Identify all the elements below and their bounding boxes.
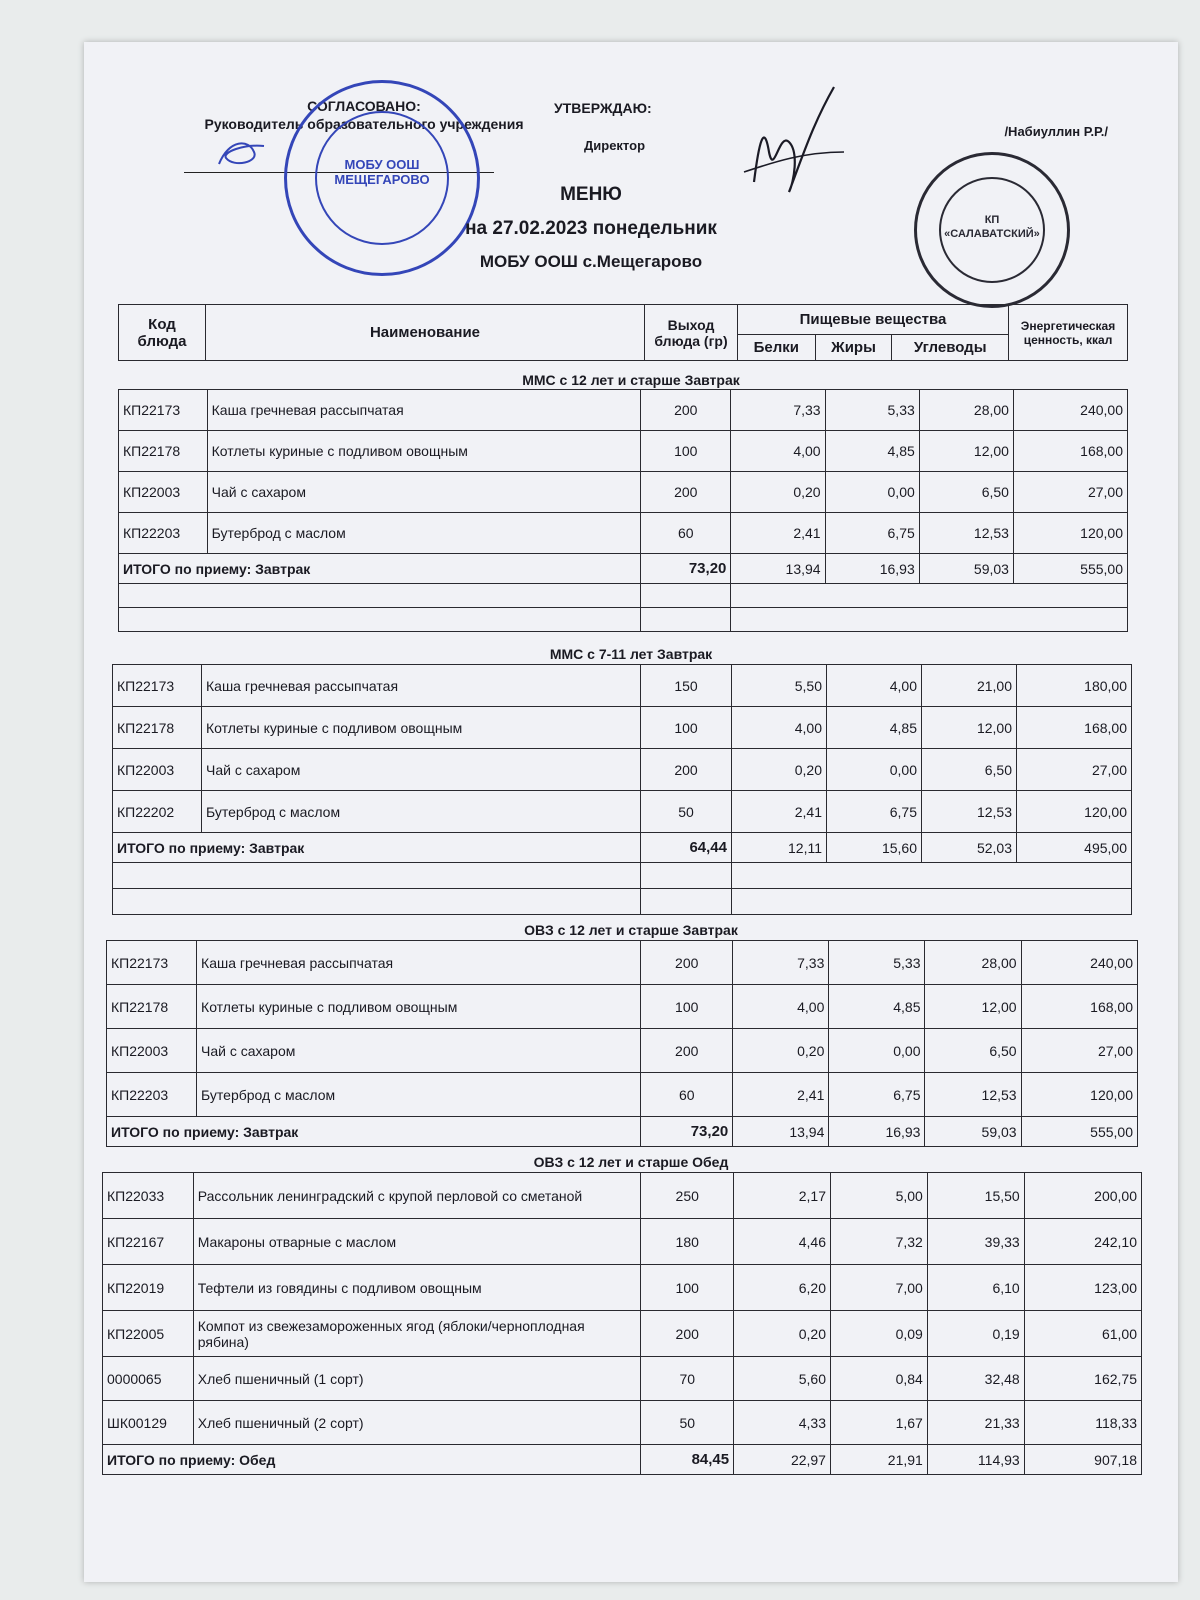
cell-fat: 4,85: [829, 985, 925, 1029]
cell-name: Каша гречневая рассыпчатая: [197, 941, 641, 985]
cell-energy: 27,00: [1017, 749, 1132, 791]
cell-code: КП22203: [119, 513, 208, 554]
cell-output: 100: [641, 1265, 734, 1311]
col-carbs: Углеводы: [892, 335, 1009, 361]
table-row: [119, 513, 1128, 554]
table-row: [103, 1311, 1142, 1357]
section-table: [102, 1172, 1142, 1475]
total-row: [113, 833, 1132, 863]
empty-row: [119, 584, 1128, 608]
col-energy: Энергетическая ценность, ккал: [1009, 305, 1128, 361]
col-code: Код блюда: [119, 305, 206, 361]
total-row: [103, 1445, 1142, 1475]
cell-name: Каша гречневая рассыпчатая: [207, 390, 640, 431]
cell-fat: 5,00: [830, 1173, 927, 1219]
cell-output: 200: [641, 390, 731, 431]
table-row: [107, 1073, 1138, 1117]
cell-energy: 242,10: [1024, 1219, 1141, 1265]
cell-carbs: 15,50: [927, 1173, 1024, 1219]
total-output: 84,45: [641, 1445, 734, 1475]
table-row: [107, 941, 1138, 985]
section-title: ММС с 12 лет и старше Завтрак: [522, 372, 740, 388]
cell-code: КП22167: [103, 1219, 194, 1265]
cell-protein: 0,20: [731, 472, 825, 513]
cell-energy: 168,00: [1021, 985, 1137, 1029]
approve-label: УТВЕРЖДАЮ:: [554, 100, 652, 116]
table-row: [103, 1357, 1142, 1401]
cell-code: КП22178: [119, 431, 208, 472]
cell-protein: 4,46: [734, 1219, 831, 1265]
cell-fat: 7,00: [830, 1265, 927, 1311]
cell-energy: 27,00: [1013, 472, 1127, 513]
cell-output: 70: [641, 1357, 734, 1401]
table-row: [113, 791, 1132, 833]
cell-protein: 5,50: [732, 665, 827, 707]
stamp-school: [284, 80, 480, 276]
cell-protein: 2,41: [733, 1073, 829, 1117]
cell-energy: 168,00: [1017, 707, 1132, 749]
cell-name: Бутерброд с маслом: [202, 791, 641, 833]
total-fat: 16,93: [825, 554, 919, 584]
total-output: 73,20: [641, 1117, 733, 1147]
cell-name: Бутерброд с маслом: [207, 513, 640, 554]
section-title: ОВЗ с 12 лет и старше Завтрак: [524, 922, 738, 938]
total-protein: 12,11: [732, 833, 827, 863]
section-table: [112, 664, 1132, 915]
total-fat: 16,93: [829, 1117, 925, 1147]
cell-fat: 7,32: [830, 1219, 927, 1265]
cell-fat: 5,33: [825, 390, 919, 431]
col-fat: Жиры: [815, 335, 892, 361]
cell-carbs: 6,10: [927, 1265, 1024, 1311]
cell-output: 200: [641, 1029, 733, 1073]
director-label: Директор: [584, 138, 646, 153]
cell-fat: 4,00: [827, 665, 922, 707]
cell-carbs: 6,50: [922, 749, 1017, 791]
stamp-school-text: МОБУ ООШ МЕЩЕГАРОВО: [334, 157, 430, 187]
cell-output: 200: [641, 941, 733, 985]
cell-output: 250: [641, 1173, 734, 1219]
total-protein: 13,94: [733, 1117, 829, 1147]
table-row: [113, 707, 1132, 749]
cell-energy: 200,00: [1024, 1173, 1141, 1219]
cell-code: КП22202: [113, 791, 202, 833]
cell-code: КП22033: [103, 1173, 194, 1219]
cell-energy: 168,00: [1013, 431, 1127, 472]
table-row: [119, 390, 1128, 431]
cell-output: 60: [641, 513, 731, 554]
cell-fat: 5,33: [829, 941, 925, 985]
cell-protein: 4,00: [731, 431, 825, 472]
cell-name: Тефтели из говядины с подливом овощным: [193, 1265, 641, 1311]
table-row: [119, 431, 1128, 472]
cell-fat: 0,84: [830, 1357, 927, 1401]
total-row: [107, 1117, 1138, 1147]
menu-title: МЕНЮ: [560, 184, 622, 205]
table-row: [103, 1173, 1142, 1219]
total-label: ИТОГО по приему: Завтрак: [113, 833, 641, 863]
table-row: [103, 1219, 1142, 1265]
cell-name: Хлеб пшеничный (2 сорт): [193, 1401, 641, 1445]
cell-carbs: 0,19: [927, 1311, 1024, 1357]
menu-school: МОБУ ООШ с.Мещегарово: [479, 252, 703, 271]
cell-code: ШК00129: [103, 1401, 194, 1445]
cell-energy: 120,00: [1013, 513, 1127, 554]
table-row: [103, 1401, 1142, 1445]
cell-carbs: 6,50: [919, 472, 1013, 513]
cell-name: Бутерброд с маслом: [197, 1073, 641, 1117]
total-protein: 22,97: [734, 1445, 831, 1475]
empty-row: [113, 889, 1132, 915]
cell-protein: 4,00: [732, 707, 827, 749]
cell-carbs: 12,00: [922, 707, 1017, 749]
table-row: [113, 665, 1132, 707]
cell-carbs: 28,00: [919, 390, 1013, 431]
total-carbs: 59,03: [919, 554, 1013, 584]
cell-protein: 0,20: [733, 1029, 829, 1073]
cell-output: 200: [641, 472, 731, 513]
col-protein: Белки: [738, 335, 816, 361]
cell-code: КП22003: [113, 749, 202, 791]
cell-output: 180: [641, 1219, 734, 1265]
cell-output: 50: [641, 791, 732, 833]
cell-output: 200: [641, 1311, 734, 1357]
cell-energy: 61,00: [1024, 1311, 1141, 1357]
table-row: [107, 1029, 1138, 1073]
cell-name: Котлеты куриные с подливом овощным: [202, 707, 641, 749]
cell-energy: 118,33: [1024, 1401, 1141, 1445]
cell-energy: 27,00: [1021, 1029, 1137, 1073]
total-carbs: 59,03: [925, 1117, 1021, 1147]
cell-name: Чай с сахаром: [197, 1029, 641, 1073]
cell-output: 100: [641, 707, 732, 749]
cell-name: Чай с сахаром: [207, 472, 640, 513]
total-label: ИТОГО по приему: Завтрак: [107, 1117, 641, 1147]
cell-code: КП22005: [103, 1311, 194, 1357]
cell-protein: 7,33: [733, 941, 829, 985]
empty-row: [113, 863, 1132, 889]
cell-carbs: 39,33: [927, 1219, 1024, 1265]
total-protein: 13,94: [731, 554, 825, 584]
col-output: Выход блюда (гр): [645, 305, 738, 361]
cell-output: 50: [641, 1401, 734, 1445]
cell-protein: 0,20: [732, 749, 827, 791]
total-row: [119, 554, 1128, 584]
total-fat: 15,60: [827, 833, 922, 863]
total-carbs: 114,93: [927, 1445, 1024, 1475]
cell-energy: 162,75: [1024, 1357, 1141, 1401]
cell-carbs: 6,50: [925, 1029, 1021, 1073]
agreed-label: СОГЛАСОВАНО:: [307, 98, 421, 114]
cell-fat: 0,00: [827, 749, 922, 791]
cell-code: КП22173: [113, 665, 202, 707]
table-row: [107, 985, 1138, 1029]
cell-name: Котлеты куриные с подливом овощным: [197, 985, 641, 1029]
cell-carbs: 12,00: [919, 431, 1013, 472]
cell-energy: 123,00: [1024, 1265, 1141, 1311]
total-energy: 555,00: [1013, 554, 1127, 584]
cell-name: Хлеб пшеничный (1 сорт): [193, 1357, 641, 1401]
col-name: Наименование: [206, 305, 645, 361]
cell-name: Макароны отварные с маслом: [193, 1219, 641, 1265]
cell-protein: 0,20: [734, 1311, 831, 1357]
cell-energy: 240,00: [1021, 941, 1137, 985]
total-energy: 907,18: [1024, 1445, 1141, 1475]
table-row: [113, 749, 1132, 791]
total-label: ИТОГО по приему: Завтрак: [119, 554, 641, 584]
cell-carbs: 28,00: [925, 941, 1021, 985]
cell-fat: 6,75: [825, 513, 919, 554]
cell-protein: 2,41: [732, 791, 827, 833]
cell-output: 60: [641, 1073, 733, 1117]
cell-protein: 2,41: [731, 513, 825, 554]
cell-fat: 1,67: [830, 1401, 927, 1445]
section-table: [106, 940, 1138, 1147]
cell-protein: 5,60: [734, 1357, 831, 1401]
cell-code: КП22003: [119, 472, 208, 513]
cell-output: 100: [641, 985, 733, 1029]
cell-carbs: 32,48: [927, 1357, 1024, 1401]
cell-code: КП22173: [107, 941, 197, 985]
cell-fat: 0,00: [825, 472, 919, 513]
cell-name: Компот из свежезамороженных ягод (яблоки/черноплодная рябина): [193, 1311, 641, 1357]
document-sheet: [84, 42, 1178, 1582]
cell-code: 0000065: [103, 1357, 194, 1401]
cell-fat: 6,75: [827, 791, 922, 833]
cell-output: 150: [641, 665, 732, 707]
total-carbs: 52,03: [922, 833, 1017, 863]
cell-energy: 240,00: [1013, 390, 1127, 431]
cell-protein: 7,33: [731, 390, 825, 431]
cell-protein: 2,17: [734, 1173, 831, 1219]
cell-code: КП22178: [107, 985, 197, 1029]
cell-name: Каша гречневая рассыпчатая: [202, 665, 641, 707]
section-table: [118, 389, 1128, 632]
cell-protein: 4,33: [734, 1401, 831, 1445]
cell-carbs: 12,53: [922, 791, 1017, 833]
cell-output: 100: [641, 431, 731, 472]
cell-fat: 4,85: [825, 431, 919, 472]
cell-energy: 120,00: [1017, 791, 1132, 833]
cell-carbs: 12,53: [925, 1073, 1021, 1117]
section-title: ОВЗ с 12 лет и старше Обед: [533, 1154, 729, 1170]
cell-carbs: 21,00: [922, 665, 1017, 707]
cell-fat: 4,85: [827, 707, 922, 749]
stamp-company-text: КП «САЛАВАТСКИЙ»: [944, 214, 1040, 240]
cell-protein: 6,20: [734, 1265, 831, 1311]
table-row: [119, 472, 1128, 513]
total-output: 73,20: [641, 554, 731, 584]
table-row: [103, 1265, 1142, 1311]
menu-header-table: [118, 304, 1128, 361]
menu-date: на 27.02.2023 понедельник: [465, 218, 717, 239]
cell-carbs: 12,00: [925, 985, 1021, 1029]
cell-fat: 0,00: [829, 1029, 925, 1073]
agreed-by: Руководитель образовательного учреждения: [204, 116, 524, 132]
cell-code: КП22178: [113, 707, 202, 749]
cell-name: Рассольник ленинградский с крупой перловой со сметаной: [193, 1173, 641, 1219]
total-energy: 555,00: [1021, 1117, 1137, 1147]
signature-left: [214, 134, 274, 174]
total-label: ИТОГО по приему: Обед: [103, 1445, 641, 1475]
cell-energy: 180,00: [1017, 665, 1132, 707]
cell-name: Котлеты куриные с подливом овощным: [207, 431, 640, 472]
cell-protein: 4,00: [733, 985, 829, 1029]
director-name: /Набиуллин Р.Р./: [1004, 124, 1108, 139]
cell-energy: 120,00: [1021, 1073, 1137, 1117]
cell-code: КП22003: [107, 1029, 197, 1073]
cell-code: КП22203: [107, 1073, 197, 1117]
total-fat: 21,91: [830, 1445, 927, 1475]
col-nutrients: Пищевые вещества: [738, 305, 1009, 335]
cell-carbs: 12,53: [919, 513, 1013, 554]
cell-code: КП22173: [119, 390, 208, 431]
empty-row: [119, 608, 1128, 632]
total-output: 64,44: [641, 833, 732, 863]
cell-carbs: 21,33: [927, 1401, 1024, 1445]
total-energy: 495,00: [1017, 833, 1132, 863]
cell-code: КП22019: [103, 1265, 194, 1311]
cell-name: Чай с сахаром: [202, 749, 641, 791]
cell-output: 200: [641, 749, 732, 791]
cell-fat: 0,09: [830, 1311, 927, 1357]
section-title: ММС с 7-11 лет Завтрак: [549, 646, 713, 662]
cell-fat: 6,75: [829, 1073, 925, 1117]
